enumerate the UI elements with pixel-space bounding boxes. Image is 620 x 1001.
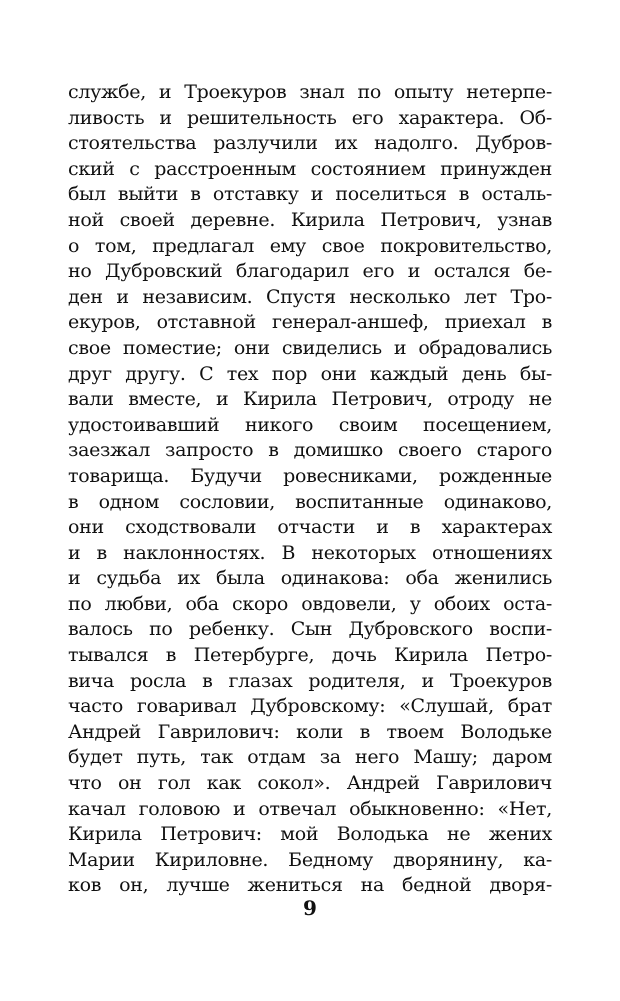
body-text bbox=[68, 80, 552, 899]
text-line: Марии Кириловне. Бедному дворянину, ка- bbox=[68, 848, 552, 871]
text-line: что он гол как сокол». Андрей Гаврилович bbox=[68, 772, 552, 795]
text-line: но Дубровский благодарил его и остался бе- bbox=[68, 260, 552, 283]
text-line: и судьба их была одинакова: оба женились bbox=[68, 567, 552, 590]
page-number: 9 bbox=[303, 896, 317, 920]
text-line: екуров, отставной генерал-аншеф, приехал в bbox=[68, 311, 552, 334]
text-line: ной своей деревне. Кирила Петрович, узнав bbox=[68, 208, 552, 231]
text-line: службе, и Троекуров знал по опыту нетерпе- bbox=[68, 81, 552, 103]
text-line: был выйти в отставку и поселиться в осталь- bbox=[68, 183, 552, 206]
text-line: ливость и решительность его характера. Об- bbox=[68, 106, 552, 129]
text-line: вали вместе, и Кирила Петрович, отроду не bbox=[68, 388, 552, 411]
text-line: ден и независим. Спустя несколько лет Тро- bbox=[68, 285, 552, 308]
text-line: качал головою и отвечал обыкновенно: «Нет, bbox=[68, 797, 552, 820]
text-line: тывался в Петербурге, дочь Кирила Петро- bbox=[68, 644, 552, 667]
text-line: Кирила Петрович: мой Володька не жених bbox=[68, 823, 552, 846]
text-line: заезжал запросто в домишко своего старого bbox=[68, 439, 552, 462]
text-line: Андрей Гаврилович: коли в твоем Володьке bbox=[68, 720, 552, 743]
text-line: свое поместие; они свиделись и обрадовались bbox=[68, 336, 552, 359]
text-line: и в наклонностях. В некоторых отношениях bbox=[68, 541, 552, 564]
text-line: будет путь, так отдам за него Машу; даром bbox=[68, 746, 552, 769]
text-line: удостоивавший никого своим посещением, bbox=[68, 413, 552, 436]
text-line: ков он, лучше жениться на бедной дворя- bbox=[68, 874, 552, 897]
text-line: они сходствовали отчасти и в характерах bbox=[68, 516, 552, 539]
text-line: по любви, оба скоро овдовели, у обоих оста- bbox=[68, 592, 552, 615]
text-line: вича росла в глазах родителя, и Троекуров bbox=[68, 669, 552, 692]
text-line: в одном сословии, воспитанные одинаково, bbox=[68, 490, 552, 513]
text-line: о том, предлагал ему свое покровительство, bbox=[68, 234, 552, 257]
text-line: ский с расстроенным состоянием принужден bbox=[68, 157, 552, 180]
text-line: друг другу. С тех пор они каждый день бы- bbox=[68, 362, 552, 385]
text-line: валось по ребенку. Сын Дубровского воспи- bbox=[68, 618, 552, 641]
text-line: стоятельства разлучили их надолго. Дубров- bbox=[68, 132, 552, 155]
text-line: товарища. Будучи ровесниками, рожденные bbox=[68, 464, 552, 487]
text-line: часто говаривал Дубровскому: «Слушай, брат bbox=[68, 695, 552, 718]
